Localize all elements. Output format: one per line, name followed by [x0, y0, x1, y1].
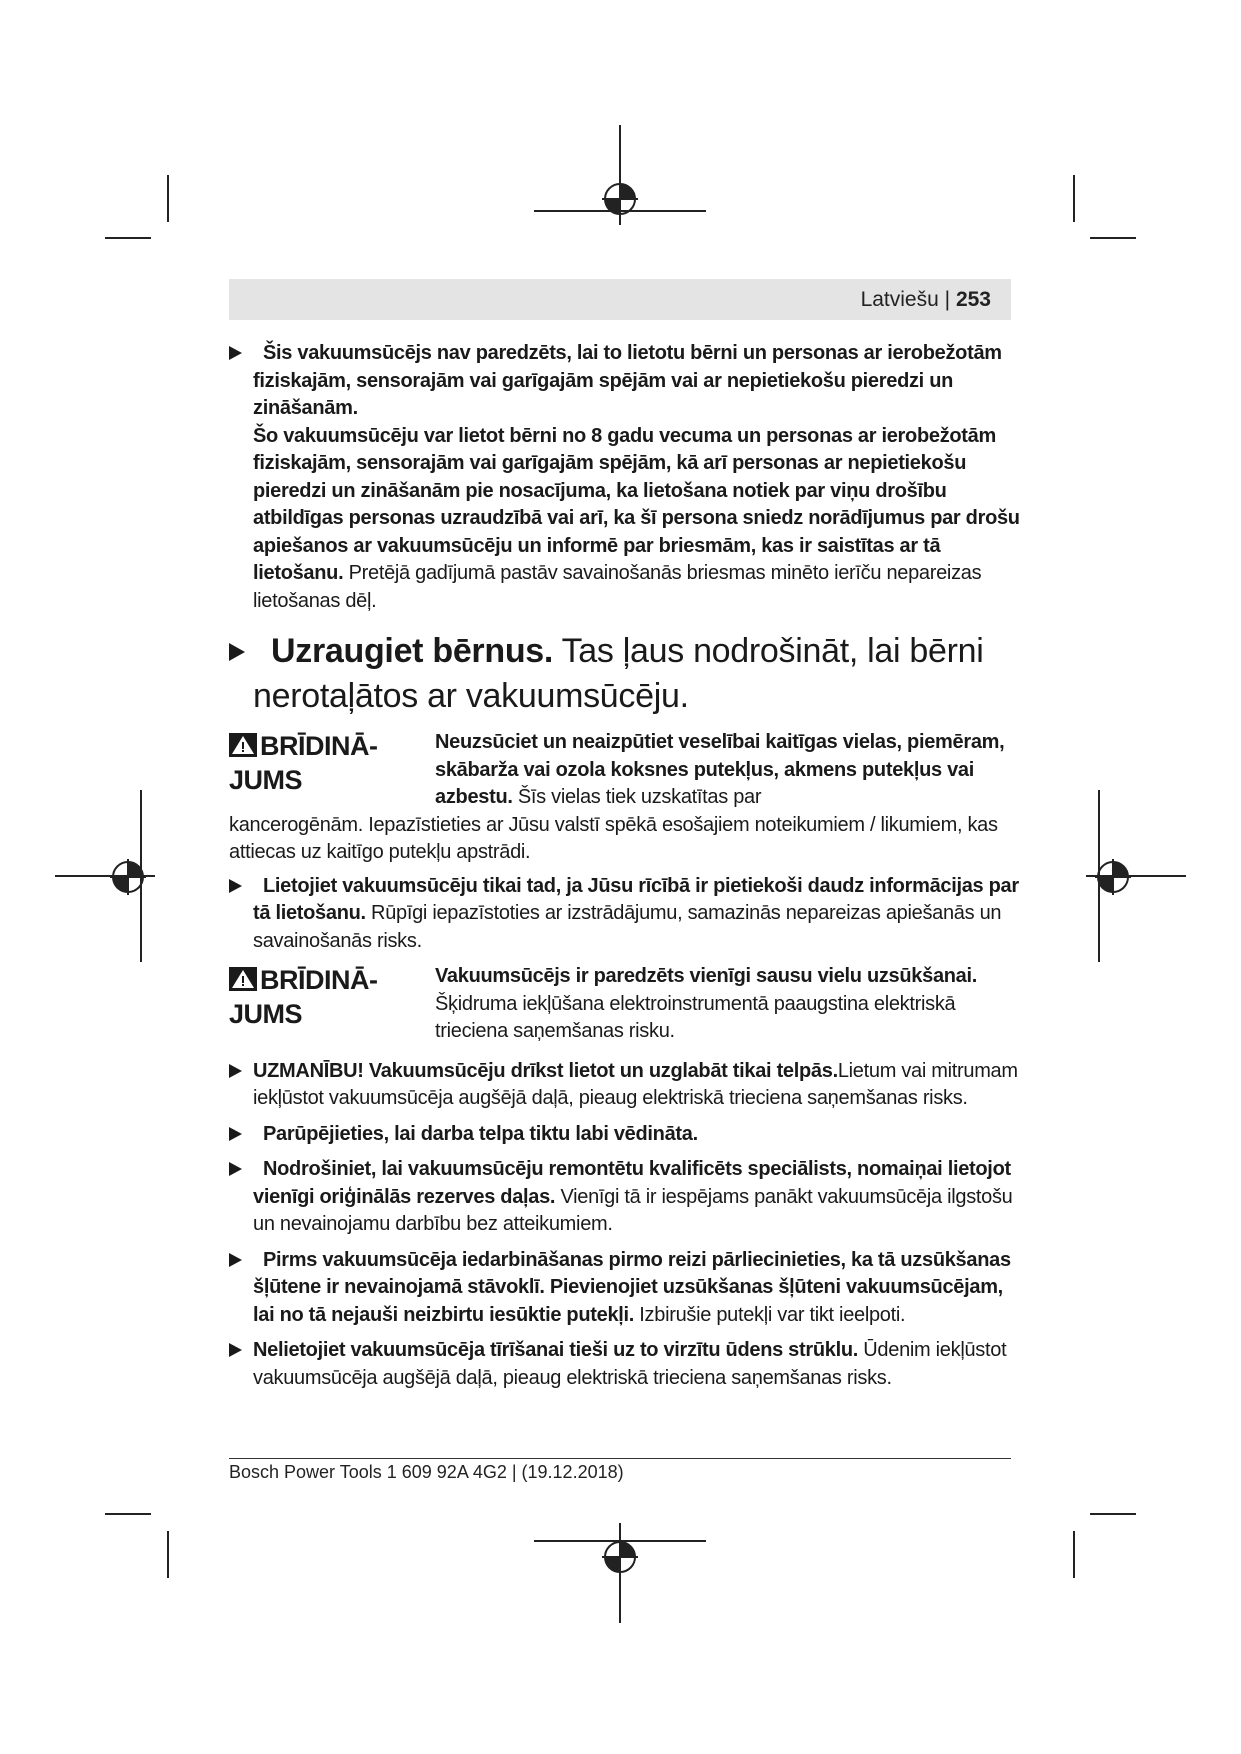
bullet-triangle-icon: [229, 1162, 242, 1176]
warning-normal-text: Šīs vielas tiek uzskatītas par: [512, 786, 762, 808]
crop-mark: [105, 237, 151, 239]
list-item: [229, 1058, 1024, 1113]
bullet-triangle-icon: [229, 346, 242, 360]
crop-mark: [167, 1531, 169, 1578]
warning-text: [435, 729, 1024, 812]
footer-text: Bosch Power Tools 1 609 92A 4G2 | (19.12.2018): [229, 1462, 624, 1482]
list-item: [229, 340, 1024, 615]
warning-block: [229, 729, 1024, 867]
registration-mark-icon: [602, 1539, 638, 1575]
warning-bold-text: Vakuumsūcējs ir paredzēts vienīgi sausu vielu uzsūkšanai.: [435, 965, 978, 987]
crop-mark: [1073, 175, 1075, 222]
header-separator: |: [944, 288, 951, 311]
warning-label: [229, 729, 419, 797]
header-text: [861, 288, 991, 312]
registration-mark-icon: [110, 859, 146, 895]
list-item-large: [229, 629, 1024, 719]
bullet-triangle-icon: [229, 643, 245, 661]
list-item: [229, 1337, 1024, 1392]
bullet-triangle-icon: [229, 1343, 242, 1357]
item-bold-text: Pirms vakuumsūcēja iedarbināšanas pirmo reizi pārliecinieties, ka tā uzsūkšanas šļūtene ir nevainojamā stāvoklī. Pievienojiet uzsūkšanas šļūteni vakuumsūcējam, lai no tā nejauši neizbirtu iesūktie putekļi.: [253, 1248, 1011, 1326]
page-footer: [229, 1458, 1011, 1483]
page-header: [229, 279, 1011, 320]
item-bold-text: Lietojiet vakuumsūcēju tikai tad, ja Jūsu rīcībā ir pietiekoši daudz informācijas par tā lietošanu.: [253, 874, 1019, 924]
warning-normal-text: Šķidruma iekļūšana elektroinstrumentā paaugstina elektriskā trieciena saņemšanas risku.: [435, 992, 956, 1042]
warning-label: [229, 963, 419, 1031]
registration-mark-icon: [1095, 859, 1131, 895]
item-bold-text: UZMANĪBU! Vakuumsūcēju drīkst lietot un uzglabāt tikai telpās.: [253, 1059, 838, 1082]
warning-label-text: BRĪDINĀ- JUMS: [229, 965, 378, 1029]
item-normal-text: Izbirušie putekļi var tikt ieelpoti.: [634, 1303, 906, 1326]
item-bold-text: Šis vakuumsūcējs nav paredzēts, lai to lietotu bērni un personas ar ierobežotām fiziskajām, sensorajām vai garīgajām spējām vai ar nepietiekošu pieredzi un zināšanām.: [253, 342, 1002, 419]
warning-bold-text: Neuzsūciet un neaizpūtiet veselībai kaitīgas vielas, piemēram, skābarža vai ozola koksnes putekļus, akmens putekļus vai azbestu.: [435, 731, 1005, 808]
crop-mark: [1090, 1513, 1136, 1515]
list-item: [229, 873, 1024, 956]
item-normal-text: Tas ļaus nodrošināt, lai bērni nerotaļātos ar vakuumsūcēju.: [253, 632, 984, 715]
item-normal-text: Pretējā gadījumā pastāv savainošanās briesmas minēto ierīču nepareizas lietošanas dēļ.: [253, 562, 982, 612]
item-normal-text: Ūdenim iekļūstot vakuumsūcēja augšējā daļā, pieaug elektriskā trieciena saņemšanas risks.: [253, 1339, 1007, 1389]
registration-mark-icon: [602, 181, 638, 217]
crop-mark: [1090, 237, 1136, 239]
warning-continued-text: kancerogēnām. Iepazīstieties ar Jūsu valstī spēkā esošajiem noteikumiem / likumiem, kas attiecas uz kaitīgo putekļu apstrādi.: [229, 813, 998, 863]
item-bold-text: Nodrošiniet, lai vakuumsūcēju remontētu kvalificēts speciālists, nomaiņai lietojot vienīgi oriģinālās rezerves daļas.: [253, 1158, 1011, 1208]
document-body: [229, 340, 1024, 1400]
warning-icon: [229, 733, 257, 757]
item-bold-text: Parūpējieties, lai darba telpa tiktu labi vēdināta.: [263, 1122, 698, 1145]
bullet-triangle-icon: [229, 1064, 242, 1078]
warning-icon: [229, 967, 257, 991]
crop-mark: [1073, 1531, 1075, 1578]
item-normal-text: Vienīgi tā ir iespējams panākt vakuumsūcēja ilgstošu un nevainojamu darbību bez atteikumiem.: [253, 1185, 1013, 1235]
bullet-triangle-icon: [229, 879, 242, 893]
list-item: [229, 1247, 1024, 1330]
item-bold-text: Uzraugiet bērnus.: [271, 632, 554, 670]
warning-text: [435, 963, 1024, 1046]
header-language: Latviešu: [860, 288, 939, 311]
crop-mark: [167, 175, 169, 222]
item-normal-text: Rūpīgi iepazīstoties ar izstrādājumu, samazinās nepareizas apiešanās un savainošanās risks.: [253, 902, 1002, 952]
warning-label-text: BRĪDINĀ- JUMS: [229, 731, 378, 795]
crop-mark: [105, 1513, 151, 1515]
warning-block: [229, 963, 1024, 1046]
item-bold-text: Nelietojiet vakuumsūcēja tīrīšanai tieši uz to virzītu ūdens strūklu.: [253, 1339, 859, 1361]
item-normal-text: Lietum vai mitrumam iekļūstot vakuumsūcēja augšējā daļā, pieaug elektriskā trieciena saņemšanas risks.: [253, 1059, 1018, 1109]
list-item: [229, 1121, 1024, 1149]
bullet-triangle-icon: [229, 1127, 242, 1141]
page-number: 253: [955, 288, 991, 311]
list-item: [229, 1156, 1024, 1239]
bullet-triangle-icon: [229, 1253, 242, 1267]
item-bold-text-2: Šo vakuumsūcēju var lietot bērni no 8 gadu vecuma un personas ar ierobežotām fiziskajām, sensorajām vai garīgajām spējām, kā arī personas ar nepietiekošu pieredzi un zināšanām pie nosacījuma, ka lietošana notiek par viņu drošību atbildīgas personas uzraudzībā vai arī, ka šī persona sniedz norādījumus par drošu apiešanos ar vakuumsūcēju un informē par briesmām, kas ir saistītas ar tā lietošanu.: [253, 424, 1020, 584]
